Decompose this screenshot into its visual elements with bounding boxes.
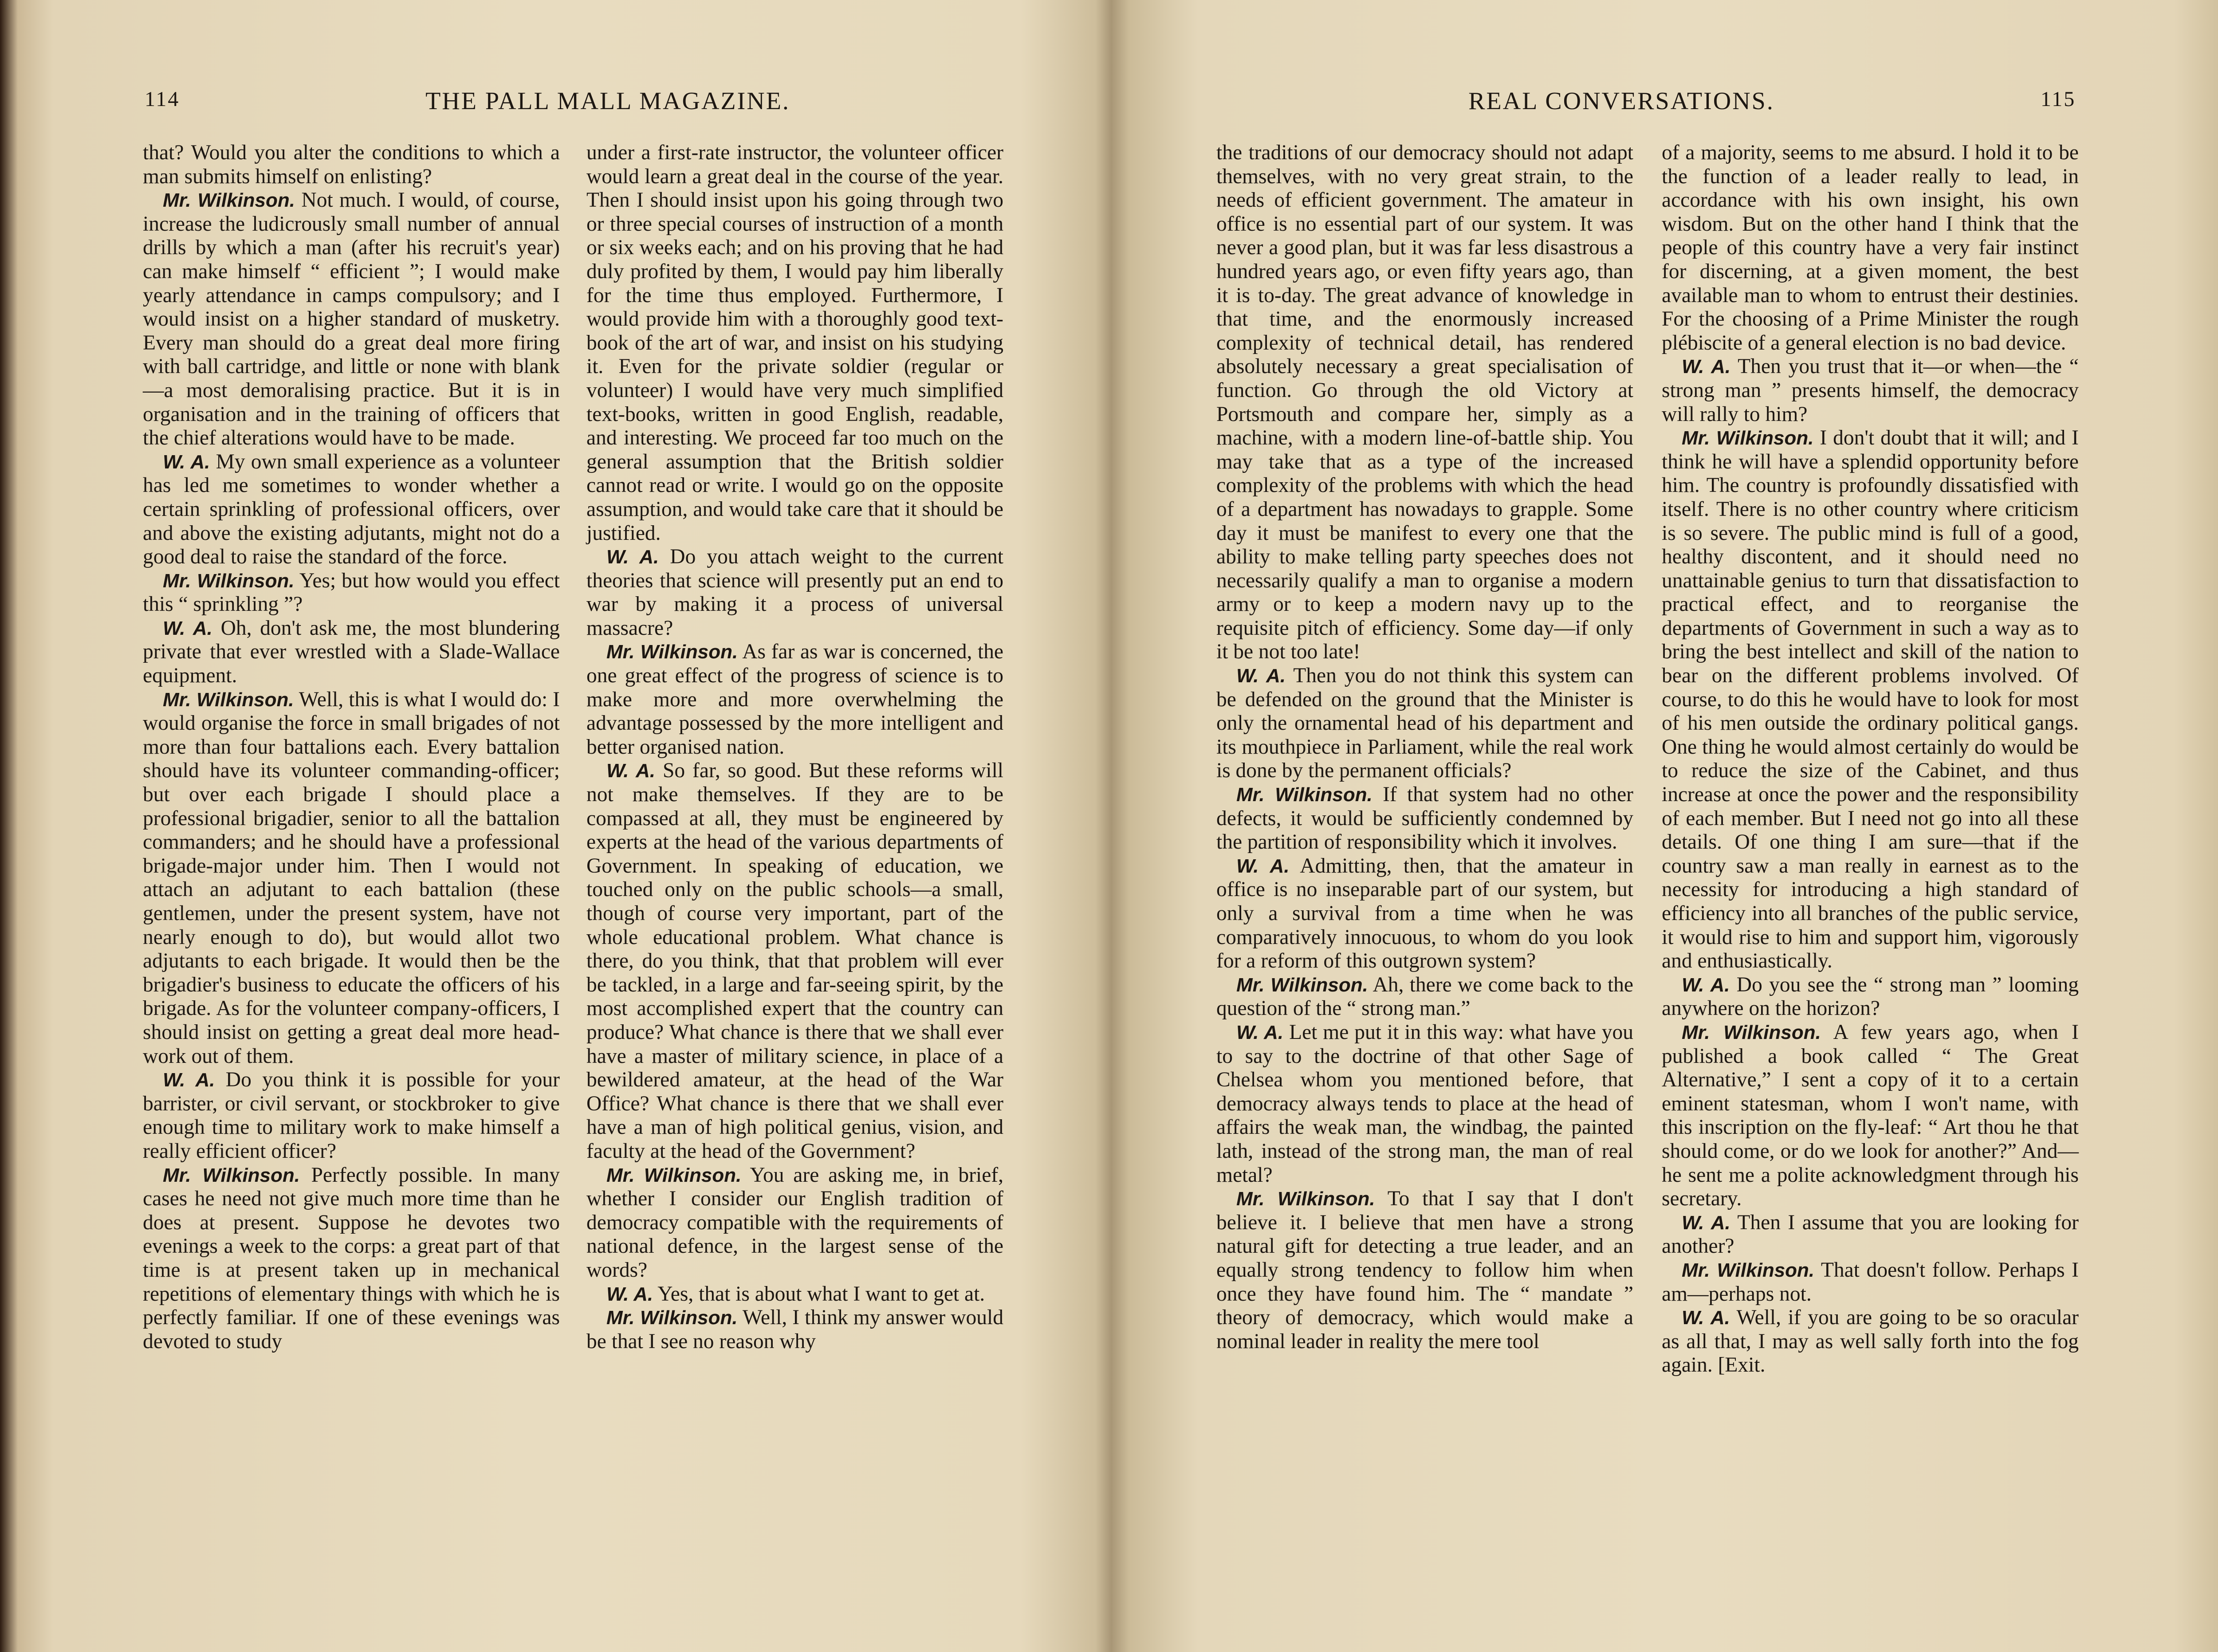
speaker-name: W. A. xyxy=(1682,1211,1730,1234)
right-column-1 xyxy=(1216,141,1633,1353)
dialogue-paragraph xyxy=(1216,854,1633,973)
speech-text: that? Would you alter the conditions to which a man submits himself on enlisting? xyxy=(143,141,560,188)
dialogue-paragraph xyxy=(586,141,1003,545)
right-page xyxy=(1118,0,2218,1652)
page-number: 114 xyxy=(145,87,180,111)
speaker-name: Mr. Wilkinson. xyxy=(1236,1188,1375,1210)
speaker-name: Mr. Wilkinson. xyxy=(1236,974,1368,996)
left-column-1 xyxy=(143,141,560,1353)
speech-text: Admitting, then, that the amateur in office is no inseparable part of our system, but only a survival from a time when he was comparatively innocuous, to whom do you look for a reform of this outgrown system? xyxy=(1216,854,1633,973)
dialogue-paragraph xyxy=(1662,1306,2079,1377)
dialogue-paragraph xyxy=(586,1306,1003,1353)
speech-text: Yes, that is about what I want to get at. xyxy=(657,1282,985,1306)
speaker-name: W. A. xyxy=(1236,855,1290,877)
speech-text: Not much. I would, of course, increase the ludicrously small number of annual drills by which a man (after his recruit's year) can make himself “ efficient ”; I would make yearly attendance in camps compulsory; and I would insist on a higher standard of musketry. Every man should do a great deal more firing with ball cartridge, and little or none with blank—a most demoralising practice. But it is in organisation and in the training of officers that the chief alterations would have to be made. xyxy=(143,189,560,450)
speech-text: So far, so good. But these reforms will not make themselves. If they are to be compassed at all, they must be engineered by experts at the head of the various departments of Government. In speaking of education, we touched only on the public schools—a small, though of course very important, part of the whole educational problem. What chance is there, do you think, that that problem will ever be tackled, in a large and far-seeing spirit, by the most accomplished expert that the country can produce? What chance is there that we shall ever have a master of military science, in place of a bewildered amateur, at the head of the War Office? What chance is there that we shall ever have a man of high political genius, vision, and faculty at the head of the Government? xyxy=(586,759,1003,1163)
dialogue-paragraph xyxy=(143,450,560,569)
speaker-name: W. A. xyxy=(1682,356,1731,378)
speaker-name: W. A. xyxy=(606,760,656,782)
dialogue-paragraph xyxy=(1662,141,2079,355)
speaker-name: W. A. xyxy=(606,546,659,568)
speech-text: Then I assume that you are looking for another? xyxy=(1662,1211,2079,1258)
speech-text: If that system had no other defects, it would be sufficiently condemned by the partition of responsibility which it involves. xyxy=(1216,783,1633,854)
right-column-2 xyxy=(1662,141,2079,1377)
speech-text: Do you attach weight to the current theories that science will presently put an end to war by making it a process of universal massacre? xyxy=(586,545,1003,640)
dialogue-paragraph xyxy=(586,1282,1003,1306)
dialogue-paragraph xyxy=(1662,973,2079,1021)
speaker-name: Mr. Wilkinson. xyxy=(1682,427,1814,449)
speaker-name: W. A. xyxy=(163,617,212,639)
speaker-name: Mr. Wilkinson. xyxy=(1682,1259,1815,1281)
speech-text: the traditions of our democracy should not adapt themselves, with no very great strain, to the needs of efficient government. The amateur in office is no essential part of our system. It was never a good plan, but it was far less disastrous a hundred years ago, or even fifty years ago, than it is to-day. The great advance of knowledge in that time, and the enormously increased complexity of technical detail, has rendered absolutely necessary a great specialisation of function. Go through the old Victory at Portsmouth and compare her, simply as a machine, with a modern line-of-battle ship. You may take that as a type of the increased complexity of the problems with which the head of a department has nowadays to grapple. Some day it must be manifest to every one that the ability to make telling party speeches does not necessarily qualify a man to organise a modern army or to keep a modern navy up to the requisite pitch of efficiency. Some day—if only it be not too late! xyxy=(1216,141,1633,664)
speech-text: Well, I think my answer would be that I see no reason why xyxy=(586,1306,1003,1353)
speech-text: You are asking me, in brief, whether I consider our English tradition of democracy compatible with the requirements of national defence, in the largest sense of the words? xyxy=(586,1163,1003,1282)
dialogue-paragraph xyxy=(586,759,1003,1163)
speech-text: Well, this is what I would do: I would organise the force in small brigades of not more than four battalions each. Every battalion should have its volunteer commanding-officer; but over each brigade I should place a professional brigadier, senior to all the battalion commanders; and he should have a professional brigade-major under him. Then I would not attach an adjutant to each battalion (these gentlemen, under the present system, have not nearly enough to do), but would allot two adjutants to each brigade. It would then be the brigadier's business to educate the officers of his brigade. As for the volunteer company-officers, I should insist on getting a great deal more head-work out of them. xyxy=(143,688,560,1068)
speech-text: That doesn't follow. Perhaps I am—perhaps not. xyxy=(1662,1258,2079,1306)
speech-text: Well, if you are going to be so oracular as all that, I may as well sally forth into the fog again. [Exit. xyxy=(1662,1306,2079,1377)
speaker-name: Mr. Wilkinson. xyxy=(163,688,294,711)
speech-text: under a first-rate instructor, the volunteer officer would learn a great deal in the course of the year. Then I should insist upon his going through two or three special courses of instruction of a month or six weeks each; and on his proving that he had duly profited by them, I would pay him liberally for the time thus employed. Furthermore, I would provide him with a thoroughly good text-book of the art of war, and insist on his studying it. Even for the private soldier (regular or volunteer) I would have very much simplified text-books, written in good English, readable, and interesting. We proceed far too much on the general assumption that the British soldier cannot read or write. I would go on the opposite assumption, and would take care that it should be justified. xyxy=(586,141,1003,545)
dialogue-paragraph xyxy=(1662,1259,2079,1306)
speaker-name: Mr. Wilkinson. xyxy=(606,1164,742,1186)
dialogue-paragraph xyxy=(143,1068,560,1163)
running-title: REAL CONVERSATIONS. xyxy=(1468,87,1774,115)
dialogue-paragraph xyxy=(1216,664,1633,783)
dialogue-paragraph xyxy=(1216,141,1633,664)
running-title: THE PALL MALL MAGAZINE. xyxy=(425,87,790,115)
speech-text: Let me put it in this way: what have you to say to the doctrine of that other Sage of Chelsea whom you mentioned before, that democracy always tends to place at the head of affairs the weak man, the windbag, the painted lath, instead of the strong man, the man of real metal? xyxy=(1216,1020,1633,1187)
speech-text: Perfectly possible. In many cases he need not give much more time than he does at present. Suppose he devotes two evenings a week to the corps: a great part of that time is at present taken up in mechanical repetitions of elementary things with which he is perfectly familiar. If one of these evenings was devoted to study xyxy=(143,1163,560,1353)
speech-text: Ah, there we come back to the question of the “ strong man.” xyxy=(1216,973,1633,1020)
speaker-name: Mr. Wilkinson. xyxy=(163,189,295,212)
speaker-name: Mr. Wilkinson. xyxy=(606,1307,738,1329)
speech-text: Do you see the “ strong man ” looming anywhere on the horizon? xyxy=(1662,973,2079,1020)
speech-text: Yes; but how would you effect this “ sprinkling ”? xyxy=(143,569,560,616)
speech-text: Oh, don't ask me, the most blundering private that ever wrestled with a Slade-Wallace equipment. xyxy=(143,616,560,688)
speaker-name: Mr. Wilkinson. xyxy=(1682,1021,1821,1043)
speech-text: Then you do not think this system can be defended on the ground that the Minister is only the ornamental head of his department and its mouthpiece in Parliament, while the real work is done by the permanent officials? xyxy=(1216,664,1633,783)
speaker-name: W. A. xyxy=(1236,665,1286,687)
speaker-name: Mr. Wilkinson. xyxy=(163,1164,300,1186)
speaker-name: W. A. xyxy=(1682,1307,1730,1329)
dialogue-paragraph xyxy=(1662,1021,2079,1211)
dialogue-paragraph xyxy=(586,640,1003,759)
dialogue-paragraph xyxy=(143,617,560,688)
dialogue-paragraph xyxy=(143,189,560,450)
speech-text: As far as war is concerned, the one great effect of the progress of science is to make more and more overwhelming the advantage possessed by the more intelligent and better organised nation. xyxy=(586,640,1003,759)
dialogue-paragraph xyxy=(1216,783,1633,854)
dialogue-paragraph xyxy=(1216,1021,1633,1187)
speaker-name: W. A. xyxy=(1682,974,1730,996)
dialogue-paragraph xyxy=(1662,1211,2079,1259)
speaker-name: W. A. xyxy=(163,451,210,473)
speech-text: A few years ago, when I published a book called “ The Great Alternative,” I sent a copy of it to a certain eminent statesman, whom I won't name, with this inscription on the fly-leaf: “ Art thou he that should come, or do we look for another?” And—he sent me a polite acknowledgment through his secretary. xyxy=(1662,1020,2079,1211)
speech-text: My own small experience as a volunteer has led me sometimes to wonder whether a certain sprinkling of professional officers, over and above the existing adjutants, might not do a good deal to raise the standard of the force. xyxy=(143,450,560,569)
speaker-name: Mr. Wilkinson. xyxy=(1236,784,1372,806)
speech-text: To that I say that I don't believe it. I believe that men have a strong natural gift for detecting a true leader, and an equally strong tendency to follow him when once they have found him. The “ mandate ” theory of democracy, which would make a nominal leader in reality the mere tool xyxy=(1216,1187,1633,1353)
dialogue-paragraph xyxy=(1662,426,2079,973)
dialogue-paragraph xyxy=(143,569,560,617)
dialogue-paragraph xyxy=(1216,1187,1633,1353)
dialogue-paragraph xyxy=(1662,355,2079,426)
speaker-name: Mr. Wilkinson. xyxy=(606,641,738,663)
page-number: 115 xyxy=(2041,87,2076,111)
speech-text: Then you trust that it—or when—the “ strong man ” presents himself, the democracy will rally to him? xyxy=(1662,355,2079,426)
speech-text: I don't doubt that it will; and I think he will have a splendid opportunity before him. The country is profoundly dissatisfied with itself. There is no other country where criticism is so severe. The public mind is full of a good, healthy discontent, and it should need no unattainable genius to turn that dissatisfaction to practical effect, and to reorganise the departments of Government in such a way as to bring the best intellect and skill of the nation to bear on the different problems involved. Of course, to do this he would have to look for most of his men outside the ordinary political gangs. One thing he would almost certainly do would be to reduce the size of the Cabinet, and thus increase at once the power and the responsibility of each member. But I need not go into all these details. Of one thing I am sure—that if the country saw a man really in earnest as to the necessity for introducing a high standard of efficiency into all branches of the public service, it would rise to him and support him, vigorously and enthusiastically. xyxy=(1662,426,2079,973)
left-column-2 xyxy=(586,141,1003,1353)
dialogue-paragraph xyxy=(143,1164,560,1354)
dialogue-paragraph xyxy=(586,1164,1003,1282)
speaker-name: W. A. xyxy=(163,1069,215,1091)
speech-text: of a majority, seems to me absurd. I hold it to be the function of a leader really to lead, in accordance with his own insight, his own wisdom. But on the other hand I think that the people of this country have a very fair instinct for discerning, at a given moment, the best available man to whom to entrust their destinies. For the choosing of a Prime Minister the rough plébiscite of a general election is no bad device. xyxy=(1662,141,2079,354)
dialogue-paragraph xyxy=(586,545,1003,640)
dialogue-paragraph xyxy=(1216,973,1633,1021)
speaker-name: W. A. xyxy=(1236,1021,1284,1043)
speaker-name: Mr. Wilkinson. xyxy=(163,570,295,592)
speaker-name: W. A. xyxy=(606,1283,653,1305)
dialogue-paragraph xyxy=(143,141,560,189)
speech-text: Do you think it is possible for your barrister, or civil servant, or stockbroker to give enough time to military work to make himself a really efficient officer? xyxy=(143,1068,560,1163)
dialogue-paragraph xyxy=(143,688,560,1069)
